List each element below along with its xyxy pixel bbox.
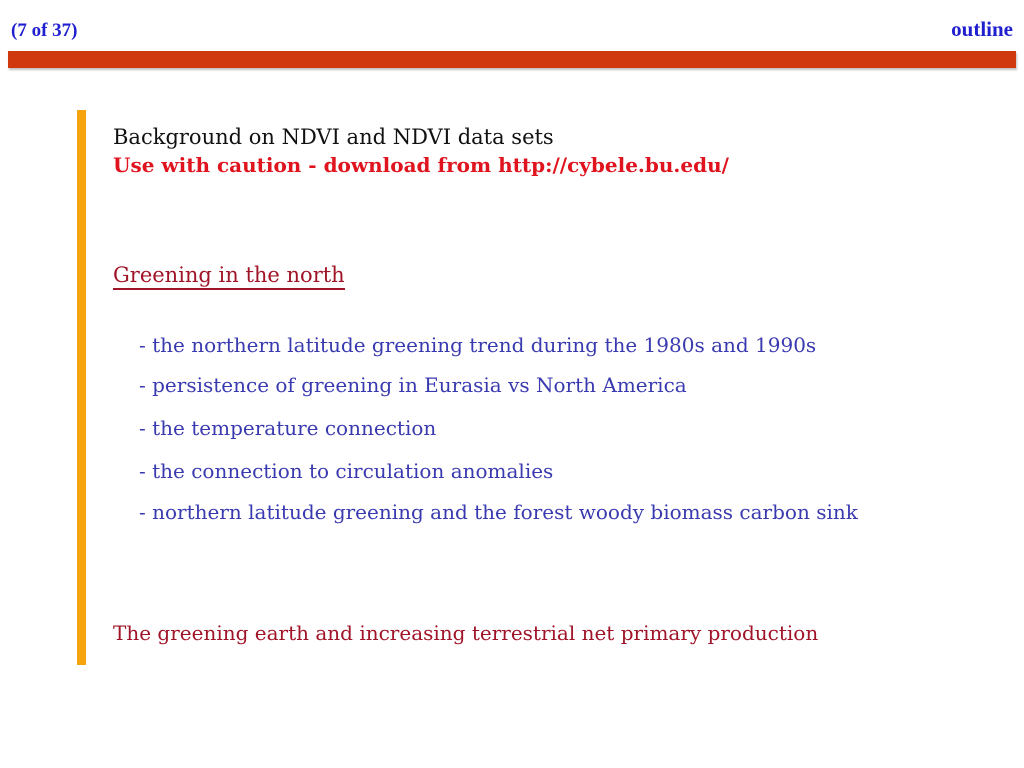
greening-bullet-list [139,332,858,525]
bullet-item[interactable]: - the northern latitude greening trend during the 1980s and 1990s [139,333,817,357]
page-counter: (7 of 37) [11,20,78,41]
greening-section-link[interactable]: Greening in the north [113,262,345,290]
bullet-item[interactable]: - northern latitude greening and the forest woody biomass carbon sink [139,500,858,524]
npp-section-link[interactable]: The greening earth and increasing terrestrial net primary production [113,621,819,645]
side-rule [77,110,86,665]
bullet-item[interactable]: - persistence of greening in Eurasia vs North America [139,373,687,397]
header-bar [8,51,1016,68]
caution-note[interactable]: Use with caution - download from http://cybele.bu.edu/ [113,153,729,177]
bullet-item[interactable]: - the connection to circulation anomalies [139,459,554,483]
outline-link[interactable]: outline [951,17,1013,41]
background-title[interactable]: Background on NDVI and NDVI data sets [113,125,554,149]
bullet-item[interactable]: - the temperature connection [139,416,437,440]
